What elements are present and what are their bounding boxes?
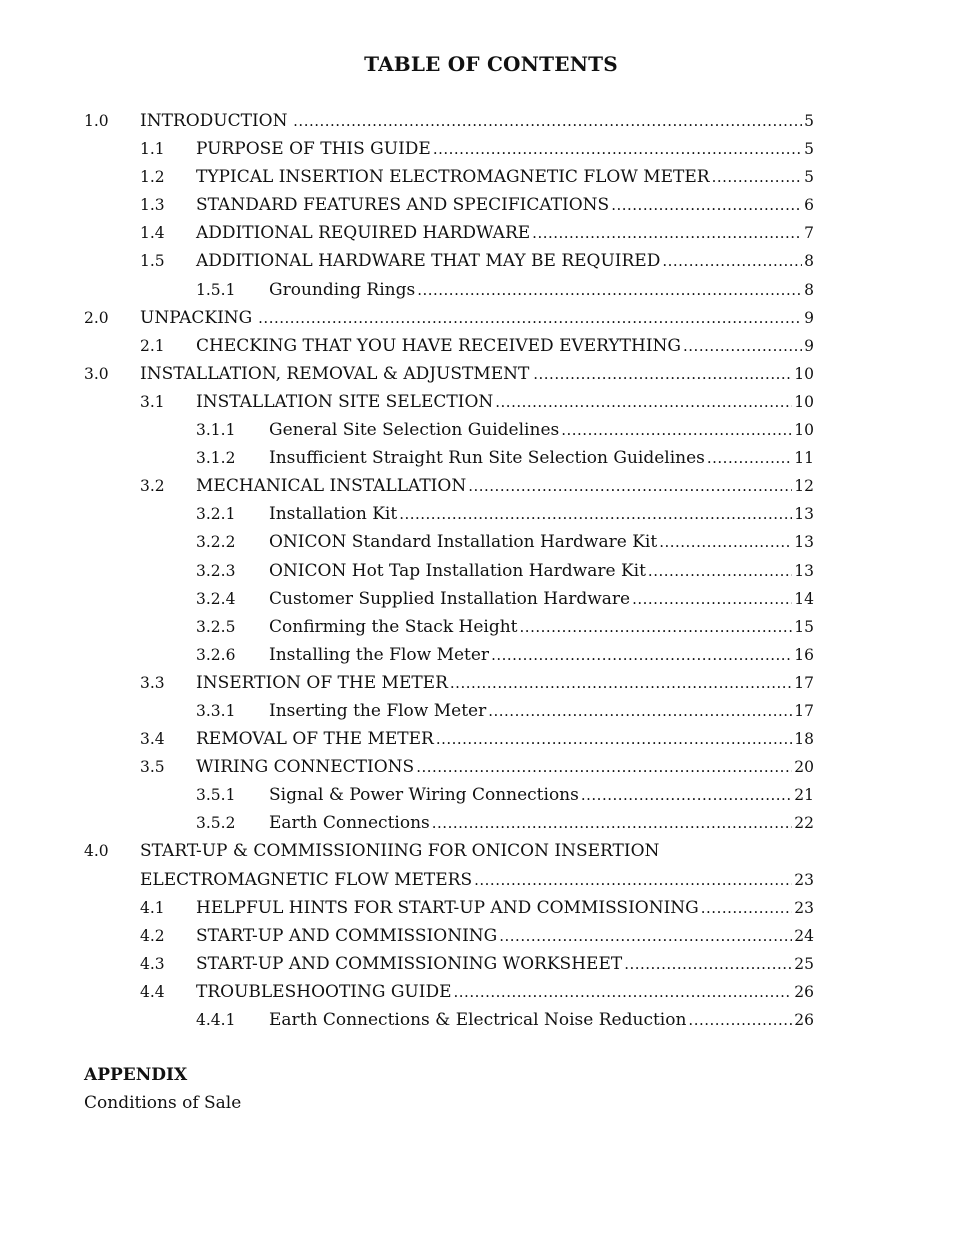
toc-label: Earth Connections & Electrical Noise Reduction bbox=[269, 1010, 687, 1030]
dot-leader bbox=[432, 809, 793, 837]
toc-label: Installing the Flow Meter bbox=[269, 644, 490, 665]
toc-page-number: 24 bbox=[794, 926, 814, 945]
toc-row[interactable] bbox=[84, 276, 814, 304]
toc-page-number: 10 bbox=[794, 364, 814, 383]
appendix-item[interactable]: Conditions of Sale bbox=[84, 1093, 242, 1113]
dot-leader bbox=[258, 304, 802, 332]
toc-page-number: 13 bbox=[794, 505, 814, 524]
toc-number: 3.5.1 bbox=[196, 786, 236, 805]
toc-label: TYPICAL INSERTION ELECTROMAGNETIC FLOW METER bbox=[196, 167, 710, 188]
toc-page-number: 7 bbox=[804, 224, 814, 243]
toc-number: 4.1 bbox=[140, 898, 165, 917]
toc-row[interactable] bbox=[84, 191, 814, 219]
toc-row[interactable] bbox=[84, 360, 814, 388]
dot-leader bbox=[474, 866, 792, 894]
toc-label: Signal & Power Wiring Connections bbox=[269, 785, 579, 806]
toc-entry bbox=[269, 444, 814, 472]
toc-page-number: 26 bbox=[794, 1011, 814, 1029]
toc-number: 3.2.5 bbox=[196, 617, 236, 636]
toc-page-number: 10 bbox=[794, 392, 814, 411]
toc-label: START-UP AND COMMISSIONING WORKSHEET bbox=[196, 953, 623, 974]
toc-label: HELPFUL HINTS FOR START-UP AND COMMISSIONING bbox=[196, 897, 699, 918]
toc-entry bbox=[140, 304, 814, 332]
toc-label: Confirming the Stack Height bbox=[269, 616, 518, 637]
toc-row[interactable] bbox=[84, 500, 814, 528]
toc-page-number: 15 bbox=[794, 617, 814, 636]
dot-leader bbox=[399, 500, 792, 528]
dot-leader bbox=[499, 922, 792, 950]
toc-entry bbox=[196, 950, 814, 978]
toc-number: 4.2 bbox=[140, 926, 165, 945]
toc-row[interactable] bbox=[84, 332, 814, 360]
toc-page-number: 5 bbox=[804, 140, 814, 159]
toc-row[interactable] bbox=[84, 641, 814, 669]
dot-leader bbox=[533, 360, 792, 388]
dot-leader bbox=[611, 191, 802, 219]
toc-page-number: 13 bbox=[794, 561, 814, 580]
dot-leader bbox=[436, 725, 792, 753]
toc-row[interactable] bbox=[84, 978, 814, 1006]
toc-number: 3.4 bbox=[140, 730, 165, 749]
toc-label: REMOVAL OF THE METER bbox=[196, 729, 434, 750]
toc-row-continued[interactable] bbox=[84, 866, 814, 894]
toc-label: INTRODUCTION bbox=[140, 111, 288, 131]
toc-number: 1.3 bbox=[140, 196, 165, 215]
dot-leader bbox=[624, 950, 792, 978]
dot-leader bbox=[688, 1006, 792, 1034]
toc-row[interactable] bbox=[84, 613, 814, 641]
toc-entry bbox=[269, 500, 814, 528]
toc-page-number: 18 bbox=[794, 730, 814, 749]
toc-page-number: 10 bbox=[794, 421, 814, 440]
toc-number: 3.3 bbox=[140, 673, 165, 692]
table-of-contents bbox=[84, 107, 814, 1034]
toc-row[interactable] bbox=[84, 528, 814, 556]
toc-page-number: 12 bbox=[794, 477, 814, 496]
toc-page-number: 6 bbox=[804, 196, 814, 215]
toc-label: Grounding Rings bbox=[269, 279, 416, 300]
toc-entry bbox=[269, 276, 814, 304]
toc-label: Installation Kit bbox=[269, 504, 398, 525]
dot-leader bbox=[648, 557, 792, 585]
toc-label: UNPACKING bbox=[140, 307, 253, 328]
toc-row[interactable] bbox=[84, 219, 814, 247]
toc-row[interactable] bbox=[84, 557, 814, 585]
toc-row[interactable] bbox=[84, 304, 814, 332]
toc-entry bbox=[269, 697, 814, 725]
toc-page-number: 17 bbox=[794, 701, 814, 720]
toc-number: 2.1 bbox=[140, 336, 165, 355]
toc-row[interactable] bbox=[84, 950, 814, 978]
dot-leader bbox=[659, 528, 792, 556]
toc-page-number: 23 bbox=[794, 898, 814, 917]
toc-label: General Site Selection Guidelines bbox=[269, 420, 560, 441]
toc-row[interactable] bbox=[84, 697, 814, 725]
toc-row[interactable] bbox=[84, 1006, 814, 1034]
toc-page-number: 5 bbox=[804, 168, 814, 187]
dot-leader bbox=[532, 219, 802, 247]
toc-entry bbox=[196, 163, 814, 191]
dot-leader bbox=[712, 163, 803, 191]
toc-row[interactable] bbox=[84, 444, 814, 472]
dot-leader bbox=[416, 753, 792, 781]
toc-entry bbox=[196, 725, 814, 753]
toc-entry bbox=[140, 360, 814, 388]
toc-row[interactable] bbox=[84, 781, 814, 809]
dot-leader bbox=[433, 135, 802, 163]
dot-leader bbox=[561, 416, 792, 444]
dot-leader bbox=[491, 641, 792, 669]
toc-label: INSERTION OF THE METER bbox=[196, 672, 448, 693]
toc-entry bbox=[196, 669, 814, 697]
toc-entry bbox=[196, 247, 814, 275]
toc-page-number: 9 bbox=[804, 336, 814, 355]
toc-label: Insufficient Straight Run Site Selection Guidelines bbox=[269, 448, 705, 469]
toc-label: Inserting the Flow Meter bbox=[269, 700, 487, 721]
toc-label: ELECTROMAGNETIC FLOW METERS bbox=[140, 869, 473, 890]
toc-label: ONICON Hot Tap Installation Hardware Kit bbox=[269, 560, 646, 581]
toc-row[interactable] bbox=[84, 922, 814, 950]
toc-label: TROUBLESHOOTING GUIDE bbox=[196, 981, 452, 1002]
toc-page-number: 13 bbox=[794, 533, 814, 552]
dot-leader bbox=[520, 613, 793, 641]
toc-number: 2.0 bbox=[84, 308, 109, 327]
toc-entry bbox=[196, 922, 814, 950]
toc-row[interactable] bbox=[84, 837, 814, 865]
toc-number: 1.5 bbox=[140, 252, 165, 271]
toc-label: INSTALLATION SITE SELECTION bbox=[196, 391, 494, 412]
toc-number: 4.3 bbox=[140, 954, 165, 973]
toc-number: 4.0 bbox=[84, 842, 109, 861]
dot-leader bbox=[701, 894, 793, 922]
toc-page-number: 22 bbox=[794, 814, 814, 833]
toc-row[interactable] bbox=[84, 669, 814, 697]
toc-number: 1.1 bbox=[140, 140, 165, 159]
toc-label: CHECKING THAT YOU HAVE RECEIVED EVERYTHING bbox=[196, 335, 682, 356]
toc-page-number: 8 bbox=[804, 252, 814, 271]
toc-page-number: 21 bbox=[794, 786, 814, 805]
dot-leader bbox=[454, 978, 793, 1006]
dot-leader bbox=[450, 669, 792, 697]
toc-entry bbox=[269, 557, 814, 585]
page-title: TABLE OF CONTENTS bbox=[364, 52, 618, 76]
toc-label: STANDARD FEATURES AND SPECIFICATIONS bbox=[196, 195, 610, 216]
toc-number: 3.1 bbox=[140, 392, 165, 411]
toc-entry bbox=[140, 866, 814, 894]
dot-leader bbox=[488, 697, 792, 725]
toc-page-number: 8 bbox=[804, 280, 814, 299]
toc-page-number: 20 bbox=[794, 758, 814, 777]
toc-entry bbox=[196, 388, 814, 416]
toc-row[interactable] bbox=[84, 163, 814, 191]
toc-entry bbox=[196, 332, 814, 360]
toc-row[interactable] bbox=[84, 135, 814, 163]
toc-row[interactable] bbox=[84, 725, 814, 753]
toc-number: 3.2.1 bbox=[196, 505, 236, 524]
toc-page-number: 16 bbox=[794, 645, 814, 664]
dot-leader bbox=[468, 472, 792, 500]
toc-row[interactable] bbox=[84, 809, 814, 837]
dot-leader bbox=[632, 585, 792, 613]
dot-leader bbox=[495, 388, 792, 416]
toc-row[interactable] bbox=[84, 416, 814, 444]
toc-label: Customer Supplied Installation Hardware bbox=[269, 588, 631, 609]
toc-page-number: 23 bbox=[794, 870, 814, 889]
toc-entry bbox=[196, 135, 814, 163]
toc-number: 4.4.1 bbox=[196, 1011, 236, 1029]
toc-number: 3.5.2 bbox=[196, 814, 236, 833]
toc-number: 1.2 bbox=[140, 168, 165, 187]
toc-entry bbox=[196, 191, 814, 219]
toc-entry bbox=[269, 809, 814, 837]
toc-number: 3.1.1 bbox=[196, 421, 236, 440]
toc-entry bbox=[196, 978, 814, 1006]
dot-leader bbox=[417, 276, 802, 304]
toc-number: 3.5 bbox=[140, 758, 165, 777]
toc-label: WIRING CONNECTIONS bbox=[196, 757, 415, 778]
toc-number: 1.4 bbox=[140, 224, 165, 243]
toc-number: 4.4 bbox=[140, 982, 165, 1001]
toc-label: START-UP & COMMISSIONIING FOR ONICON INSERTION bbox=[140, 841, 660, 862]
appendix-heading: APPENDIX bbox=[84, 1065, 188, 1085]
toc-row[interactable] bbox=[84, 472, 814, 500]
toc-number: 3.1.2 bbox=[196, 449, 236, 468]
toc-label: ADDITIONAL REQUIRED HARDWARE bbox=[196, 223, 531, 244]
toc-entry bbox=[269, 416, 814, 444]
toc-entry bbox=[269, 1006, 814, 1034]
dot-leader bbox=[707, 444, 792, 472]
toc-row[interactable] bbox=[84, 753, 814, 781]
toc-page-number: 25 bbox=[794, 954, 814, 973]
toc-entry bbox=[269, 528, 814, 556]
toc-label: ADDITIONAL HARDWARE THAT MAY BE REQUIRED bbox=[196, 251, 661, 272]
toc-entry bbox=[196, 753, 814, 781]
dot-leader bbox=[293, 107, 802, 135]
toc-entry bbox=[196, 894, 814, 922]
toc-row[interactable] bbox=[84, 247, 814, 275]
toc-number: 3.2.6 bbox=[196, 645, 236, 664]
toc-page-number: 26 bbox=[794, 982, 814, 1001]
dot-leader bbox=[581, 781, 792, 809]
toc-number: 3.2.2 bbox=[196, 533, 236, 552]
toc-page-number: 9 bbox=[804, 308, 814, 327]
toc-label: INSTALLATION, REMOVAL & ADJUSTMENT bbox=[140, 363, 530, 384]
toc-page-number: 11 bbox=[794, 449, 814, 468]
toc-number: 3.2.3 bbox=[196, 561, 236, 580]
toc-row[interactable] bbox=[84, 894, 814, 922]
toc-page-number: 14 bbox=[794, 589, 814, 608]
toc-label: START-UP AND COMMISSIONING bbox=[196, 925, 498, 946]
toc-entry bbox=[269, 585, 814, 613]
toc-label: ONICON Standard Installation Hardware Kit bbox=[269, 532, 658, 553]
toc-row[interactable] bbox=[84, 585, 814, 613]
toc-row[interactable] bbox=[84, 107, 814, 135]
toc-label: MECHANICAL INSTALLATION bbox=[196, 476, 467, 497]
toc-entry bbox=[269, 781, 814, 809]
toc-number: 3.2 bbox=[140, 477, 165, 496]
toc-entry bbox=[269, 641, 814, 669]
toc-entry bbox=[269, 613, 814, 641]
appendix-section bbox=[84, 1061, 241, 1117]
toc-entry bbox=[140, 107, 814, 135]
dot-leader bbox=[683, 332, 802, 360]
toc-label: Earth Connections bbox=[269, 813, 430, 834]
toc-number: 3.2.4 bbox=[196, 589, 236, 608]
toc-row[interactable] bbox=[84, 388, 814, 416]
toc-number: 1.0 bbox=[84, 112, 109, 130]
toc-number: 3.0 bbox=[84, 364, 109, 383]
toc-page-number: 5 bbox=[804, 112, 814, 130]
toc-label: PURPOSE OF THIS GUIDE bbox=[196, 139, 431, 160]
toc-entry bbox=[196, 472, 814, 500]
dot-leader bbox=[662, 247, 802, 275]
toc-number: 3.3.1 bbox=[196, 701, 236, 720]
toc-number: 1.5.1 bbox=[196, 280, 236, 299]
toc-page-number: 17 bbox=[794, 673, 814, 692]
toc-entry bbox=[196, 219, 814, 247]
